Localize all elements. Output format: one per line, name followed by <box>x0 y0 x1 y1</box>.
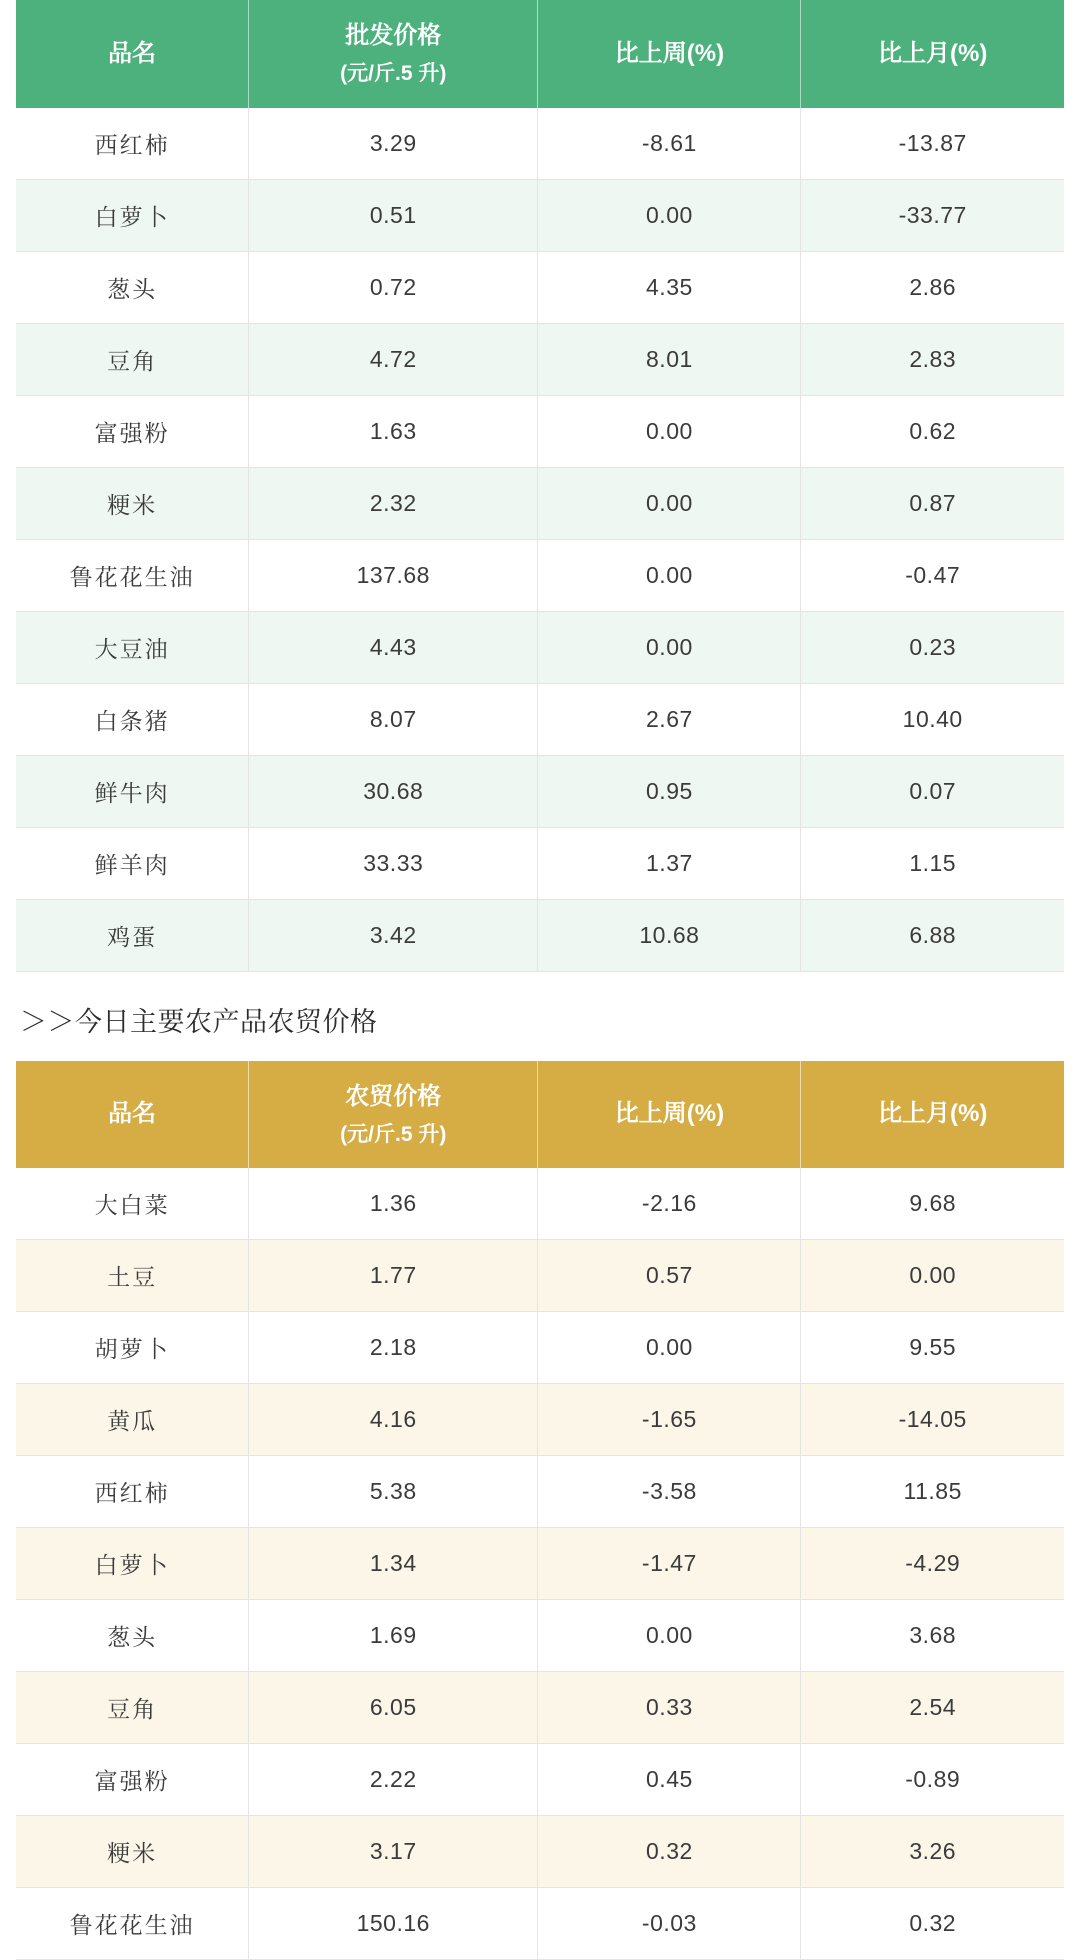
cell-month: 0.62 <box>801 395 1064 467</box>
column-header-price-unit: (元/斤.5 升) <box>253 58 533 90</box>
cell-name: 豆角 <box>16 323 249 395</box>
cell-name: 黄瓜 <box>16 1384 249 1456</box>
table-row <box>16 1384 1064 1456</box>
table-row <box>16 1456 1064 1528</box>
column-header-name-text: 品名 <box>108 40 156 67</box>
column-header-price <box>249 0 538 108</box>
cell-price: 5.38 <box>249 1456 538 1528</box>
cell-price: 3.29 <box>249 108 538 180</box>
table-header-row <box>16 0 1064 108</box>
cell-month: -13.87 <box>801 108 1064 180</box>
table-row <box>16 467 1064 539</box>
cell-month: -4.29 <box>801 1528 1064 1600</box>
cell-name: 葱头 <box>16 1600 249 1672</box>
table-row <box>16 1672 1064 1744</box>
cell-week: -2.16 <box>538 1168 801 1240</box>
table-row <box>16 1744 1064 1816</box>
column-header-month <box>801 1061 1064 1169</box>
cell-price: 0.72 <box>249 251 538 323</box>
cell-name: 鲁花花生油 <box>16 539 249 611</box>
cell-price: 4.72 <box>249 323 538 395</box>
wholesale-table-header <box>16 0 1064 108</box>
cell-week: -0.03 <box>538 1888 801 1960</box>
cell-name: 白萝卜 <box>16 179 249 251</box>
cell-week: -3.58 <box>538 1456 801 1528</box>
cell-week: 2.67 <box>538 683 801 755</box>
cell-name: 鸡蛋 <box>16 899 249 971</box>
cell-week: 0.00 <box>538 611 801 683</box>
cell-name: 鲁花花生油 <box>16 1888 249 1960</box>
cell-name: 富强粉 <box>16 395 249 467</box>
table-header-row <box>16 1061 1064 1169</box>
column-header-name <box>16 1061 249 1169</box>
table-row <box>16 1528 1064 1600</box>
cell-price: 137.68 <box>249 539 538 611</box>
cell-price: 8.07 <box>249 683 538 755</box>
section-heading-farmers-market: ＞＞今日主要农产品农贸价格 <box>16 972 1064 1061</box>
cell-month: 2.83 <box>801 323 1064 395</box>
cell-week: 0.00 <box>538 179 801 251</box>
cell-month: 0.32 <box>801 1888 1064 1960</box>
cell-month: -14.05 <box>801 1384 1064 1456</box>
table-row <box>16 539 1064 611</box>
column-header-month-text: 比上月(%) <box>878 40 987 67</box>
cell-month: 0.23 <box>801 611 1064 683</box>
column-header-price-unit: (元/斤.5 升) <box>253 1119 533 1151</box>
cell-name: 大豆油 <box>16 611 249 683</box>
table-row <box>16 1600 1064 1672</box>
column-header-name-text: 品名 <box>108 1100 156 1127</box>
column-header-price-text: 农贸价格 <box>345 1083 441 1110</box>
cell-name: 豆角 <box>16 1672 249 1744</box>
table-row <box>16 179 1064 251</box>
cell-price: 1.63 <box>249 395 538 467</box>
cell-month: -0.47 <box>801 539 1064 611</box>
cell-name: 大白菜 <box>16 1168 249 1240</box>
cell-week: 10.68 <box>538 899 801 971</box>
cell-week: 0.00 <box>538 1312 801 1384</box>
table-row <box>16 1240 1064 1312</box>
cell-name: 葱头 <box>16 251 249 323</box>
table-row <box>16 1816 1064 1888</box>
cell-name: 白条猪 <box>16 683 249 755</box>
table-row <box>16 323 1064 395</box>
cell-month: -33.77 <box>801 179 1064 251</box>
column-header-week-text: 比上周(%) <box>615 40 724 67</box>
table-row <box>16 1312 1064 1384</box>
cell-name: 土豆 <box>16 1240 249 1312</box>
farmers-table-body <box>16 1168 1064 1960</box>
cell-month: 9.55 <box>801 1312 1064 1384</box>
cell-week: 4.35 <box>538 251 801 323</box>
cell-week: 0.32 <box>538 1816 801 1888</box>
cell-month: 9.68 <box>801 1168 1064 1240</box>
table-row <box>16 108 1064 180</box>
cell-week: 0.33 <box>538 1672 801 1744</box>
column-header-week <box>538 1061 801 1169</box>
cell-price: 1.69 <box>249 1600 538 1672</box>
wholesale-price-table <box>16 0 1064 972</box>
cell-price: 1.36 <box>249 1168 538 1240</box>
cell-month: 2.54 <box>801 1672 1064 1744</box>
cell-month: 1.15 <box>801 827 1064 899</box>
cell-week: 1.37 <box>538 827 801 899</box>
cell-price: 1.34 <box>249 1528 538 1600</box>
cell-week: 0.00 <box>538 1600 801 1672</box>
cell-month: 0.00 <box>801 1240 1064 1312</box>
cell-week: -1.65 <box>538 1384 801 1456</box>
table-row <box>16 251 1064 323</box>
cell-price: 2.18 <box>249 1312 538 1384</box>
cell-name: 鲜羊肉 <box>16 827 249 899</box>
farmers-market-price-table <box>16 1061 1064 1960</box>
cell-week: -8.61 <box>538 108 801 180</box>
cell-name: 富强粉 <box>16 1744 249 1816</box>
table-row <box>16 755 1064 827</box>
wholesale-table-body <box>16 108 1064 972</box>
column-header-price <box>249 1061 538 1169</box>
farmers-table-header <box>16 1061 1064 1169</box>
table-row <box>16 827 1064 899</box>
cell-price: 2.32 <box>249 467 538 539</box>
cell-name: 粳米 <box>16 467 249 539</box>
cell-price: 1.77 <box>249 1240 538 1312</box>
table-row <box>16 899 1064 971</box>
cell-month: -0.89 <box>801 1744 1064 1816</box>
cell-month: 0.07 <box>801 755 1064 827</box>
column-header-name <box>16 0 249 108</box>
cell-month: 11.85 <box>801 1456 1064 1528</box>
cell-name: 粳米 <box>16 1816 249 1888</box>
cell-name: 胡萝卜 <box>16 1312 249 1384</box>
cell-week: 0.95 <box>538 755 801 827</box>
table-row <box>16 611 1064 683</box>
table-row <box>16 1168 1064 1240</box>
cell-month: 6.88 <box>801 899 1064 971</box>
cell-week: 0.00 <box>538 539 801 611</box>
cell-price: 30.68 <box>249 755 538 827</box>
cell-month: 2.86 <box>801 251 1064 323</box>
cell-week: 8.01 <box>538 323 801 395</box>
cell-week: 0.00 <box>538 467 801 539</box>
cell-month: 0.87 <box>801 467 1064 539</box>
cell-price: 33.33 <box>249 827 538 899</box>
cell-week: -1.47 <box>538 1528 801 1600</box>
cell-week: 0.00 <box>538 395 801 467</box>
cell-name: 西红柿 <box>16 108 249 180</box>
cell-week: 0.57 <box>538 1240 801 1312</box>
column-header-price-text: 批发价格 <box>345 22 441 49</box>
column-header-month-text: 比上月(%) <box>878 1100 987 1127</box>
cell-price: 6.05 <box>249 1672 538 1744</box>
cell-name: 西红柿 <box>16 1456 249 1528</box>
cell-name: 白萝卜 <box>16 1528 249 1600</box>
cell-price: 3.17 <box>249 1816 538 1888</box>
table-row <box>16 683 1064 755</box>
column-header-week-text: 比上周(%) <box>615 1100 724 1127</box>
cell-month: 3.26 <box>801 1816 1064 1888</box>
column-header-week <box>538 0 801 108</box>
cell-name: 鲜牛肉 <box>16 755 249 827</box>
cell-price: 4.16 <box>249 1384 538 1456</box>
cell-price: 3.42 <box>249 899 538 971</box>
cell-month: 3.68 <box>801 1600 1064 1672</box>
cell-price: 4.43 <box>249 611 538 683</box>
column-header-month <box>801 0 1064 108</box>
table-row <box>16 1888 1064 1960</box>
cell-week: 0.45 <box>538 1744 801 1816</box>
cell-price: 2.22 <box>249 1744 538 1816</box>
cell-month: 10.40 <box>801 683 1064 755</box>
table-row <box>16 395 1064 467</box>
cell-price: 150.16 <box>249 1888 538 1960</box>
cell-price: 0.51 <box>249 179 538 251</box>
